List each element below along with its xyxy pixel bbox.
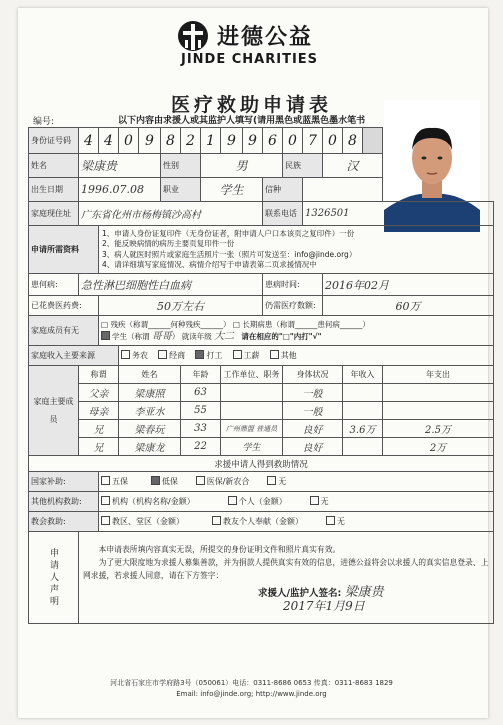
member-health[interactable]: 良好 xyxy=(283,438,343,456)
id-digit[interactable]: 0 xyxy=(119,128,139,154)
family-patients-options xyxy=(99,316,494,346)
illness-value[interactable]: 急性淋巴细胞性白血病 xyxy=(79,274,263,296)
check-hint: 请在相应的"□"内打"√" xyxy=(241,331,322,341)
members-header: 身体状况 xyxy=(283,366,343,384)
member-health[interactable]: 一般 xyxy=(283,402,343,420)
other-aid-checkbox[interactable] xyxy=(101,496,110,505)
member-health[interactable]: 良好 xyxy=(283,420,343,438)
income-option-checkbox[interactable] xyxy=(195,350,204,359)
member-name[interactable]: 梁康龙 xyxy=(119,438,181,456)
student-line: 学生（称谓 哥哥） 就读年级 大二 请在相应的"□"内打"√" xyxy=(101,331,491,343)
name-value[interactable]: 梁康贵 xyxy=(79,154,161,178)
member-income[interactable] xyxy=(343,402,383,420)
application-form xyxy=(28,127,494,624)
income-source-options xyxy=(119,346,494,366)
income-source-label: 家庭收入主要来源 xyxy=(29,346,119,366)
church-aid-checkbox[interactable] xyxy=(212,516,221,525)
table-row xyxy=(29,420,494,438)
student-checkbox[interactable] xyxy=(101,331,110,340)
income-option-label: 经商 xyxy=(169,351,186,360)
state-aid-checkbox[interactable] xyxy=(267,476,276,485)
illness-label: 患何病: xyxy=(29,274,79,296)
member-relation[interactable]: 兄 xyxy=(79,438,119,456)
family-patients-label: 家庭成员有无 xyxy=(29,316,99,346)
footer-contact[interactable]: Email: info@jinde.org; http://www.jinde.org xyxy=(176,690,327,698)
member-relation[interactable]: 母亲 xyxy=(79,402,119,420)
members-header: 姓名 xyxy=(119,366,181,384)
income-option-label: 务农 xyxy=(132,351,148,360)
id-digit[interactable]: 4 xyxy=(79,128,99,154)
member-income[interactable] xyxy=(343,384,383,402)
disability-chronic-line: □ 残疾（称谓______何种残疾______） □ 长期病患（称谓______患何病______） xyxy=(101,319,370,329)
form-title: 医疗救助申请表 xyxy=(170,94,332,116)
signature-label: 求援人/监护人签名: xyxy=(258,587,342,599)
grade-text: 就读年级 xyxy=(181,331,212,341)
id-digit[interactable]: 7 xyxy=(303,128,323,154)
member-name[interactable]: 梁春玩 xyxy=(119,420,181,438)
id-label: 身份证号码 xyxy=(29,128,79,154)
member-expense[interactable]: 2万 xyxy=(383,438,494,456)
state-aid-options xyxy=(99,472,494,492)
spent-value[interactable]: 50万左右 xyxy=(99,296,263,316)
job-value[interactable]: 学生 xyxy=(201,178,263,202)
phone-label: 联系电话 xyxy=(263,202,303,226)
need-value[interactable]: 60万 xyxy=(323,296,494,316)
illness-time-label: 患病时间: xyxy=(263,274,323,296)
id-digit[interactable]: 6 xyxy=(263,128,283,154)
id-digit[interactable]: 4 xyxy=(99,128,119,154)
job-label: 职业 xyxy=(161,178,201,202)
church-aid-option-label: 无 xyxy=(336,517,345,526)
member-expense[interactable]: 2.5万 xyxy=(383,420,494,438)
member-expense[interactable] xyxy=(383,384,494,402)
members-header: 工作单位、职务 xyxy=(221,366,283,384)
income-option-label: 工薪 xyxy=(243,351,260,360)
members-header: 年收入 xyxy=(343,366,383,384)
other-aid-options xyxy=(99,492,494,512)
address-label: 家庭现住址 xyxy=(29,202,79,226)
materials-list xyxy=(99,226,494,274)
other-aid-checkbox[interactable] xyxy=(228,496,237,505)
birth-label: 出生日期 xyxy=(29,178,79,202)
state-aid-checkbox[interactable] xyxy=(101,476,110,485)
id-digit[interactable]: 9 xyxy=(243,128,263,154)
state-aid-checkbox[interactable] xyxy=(196,476,205,485)
table-row xyxy=(29,402,494,420)
members-label: 家庭主要成员 xyxy=(29,366,79,456)
member-work[interactable] xyxy=(221,402,283,420)
aid-section-header: 求援申请人得到救助情况 xyxy=(29,456,494,472)
materials-item: 2、能反映病情的病历主要页复印件一份 xyxy=(102,239,235,248)
declaration-line: 本申请表所填内容真实无误，所提交的身份证明文件和照片真实有效。 xyxy=(98,544,341,554)
table-row xyxy=(29,438,494,456)
ethnic-value[interactable]: 汉 xyxy=(323,154,383,178)
church-aid-options xyxy=(99,512,494,532)
member-work[interactable] xyxy=(221,384,283,402)
state-aid-label: 国家补助: xyxy=(29,472,99,492)
wechat-value[interactable] xyxy=(303,178,383,202)
member-health[interactable]: 一般 xyxy=(283,384,343,402)
state-aid-option-label: 医保/新农合 xyxy=(206,477,250,486)
declaration-line: 为了更大限度地为求援人募集善款，并为捐款人提供真实有效的信息，进德公益将会以求援人的真实信息登录、上网求援，若求援人同意，请在下方签字： xyxy=(83,557,489,580)
footer-address: 河北省石家庄市学府路3号（050061）电话：0311-8686 0653 传真：0311-8683 1829 xyxy=(110,679,393,687)
income-option-checkbox[interactable] xyxy=(233,350,242,359)
declaration-block xyxy=(79,532,494,624)
id-digit[interactable]: 8 xyxy=(161,128,181,154)
other-aid-option-label: 无 xyxy=(320,497,329,506)
student-text: 学生（称谓 xyxy=(112,331,150,341)
state-aid-option-label: 低保 xyxy=(161,477,178,486)
materials-item: 3、病人就医时照片或家庭生活照片一张（照片可发送至：info@jinde.org） xyxy=(102,249,357,259)
grade-value[interactable]: 大二 xyxy=(214,330,235,342)
members-header: 称谓 xyxy=(79,366,119,384)
spent-label: 已花费医药费: xyxy=(29,296,99,316)
declaration-side-label: 申请人声明 xyxy=(29,532,79,624)
other-aid-option-label: 个人（金额） xyxy=(238,497,287,506)
member-relation[interactable]: 兄 xyxy=(79,420,119,438)
member-age[interactable]: 55 xyxy=(181,402,221,420)
other-aid-checkbox[interactable] xyxy=(310,496,319,505)
address-value[interactable]: 广东省化州市杨梅镇沙高村 xyxy=(79,202,263,226)
church-aid-label: 教会救助: xyxy=(29,512,99,532)
student-who[interactable]: 哥哥 xyxy=(151,330,172,342)
gender-value[interactable]: 男 xyxy=(201,154,283,178)
member-age[interactable]: 33 xyxy=(181,420,221,438)
state-aid-option-label: 无 xyxy=(278,477,287,486)
need-label: 仍需医疗数额: xyxy=(263,296,323,316)
phone-value[interactable]: 1326501 xyxy=(303,202,494,226)
logo xyxy=(175,18,335,70)
income-option-checkbox[interactable] xyxy=(270,350,279,359)
church-aid-option-label: 教友个人奉献（金额） xyxy=(222,517,303,526)
member-work[interactable]: 广州鼎盟 普通员 xyxy=(221,420,283,438)
fill-instruction: 以下内容由求援人或其监护人填写(请用黑色或蓝黑色墨水笔书 xyxy=(118,116,366,126)
member-age[interactable]: 63 xyxy=(181,384,221,402)
member-income[interactable] xyxy=(343,438,383,456)
logo-name-en: JINDE CHARITIES xyxy=(181,52,319,67)
id-digit[interactable]: 9 xyxy=(139,128,161,154)
id-digit[interactable]: 9 xyxy=(221,128,243,154)
members-header: 年支出 xyxy=(383,366,494,384)
member-relation[interactable]: 父亲 xyxy=(79,384,119,402)
materials-label: 申请所需资料 xyxy=(29,226,99,274)
illness-time-value[interactable]: 2016年02月 xyxy=(323,274,494,296)
id-digit[interactable]: 2 xyxy=(181,128,201,154)
state-aid-checkbox[interactable] xyxy=(151,476,160,485)
id-digit[interactable]: 1 xyxy=(201,128,221,154)
id-digit-redacted[interactable] xyxy=(363,128,383,154)
member-income[interactable]: 3.6万 xyxy=(343,420,383,438)
other-aid-label: 其他机构救助: xyxy=(29,492,99,512)
signature-date[interactable]: 2017年1月9日 xyxy=(283,598,365,613)
income-option-label: 其他 xyxy=(280,351,297,360)
materials-item: 4、请详细填写家庭情况、病情介绍写于申请表第二页求援情况中 xyxy=(102,260,317,269)
gender-label: 性别 xyxy=(161,154,201,178)
number-label: 编号: xyxy=(33,117,55,127)
income-option-checkbox[interactable] xyxy=(121,350,130,359)
materials-item: 1、申请人身份证复印件（无身份证者，附申请人户口本该页之复印件）一份 xyxy=(102,228,355,238)
member-expense[interactable] xyxy=(383,402,494,420)
photo-slot xyxy=(383,128,494,154)
logo-name-cn: 进德公益 xyxy=(217,25,314,50)
member-age[interactable]: 22 xyxy=(181,438,221,456)
table-row xyxy=(29,384,494,402)
members-header: 年龄 xyxy=(181,366,221,384)
income-option-label: 打工 xyxy=(206,351,223,360)
id-digit[interactable]: 0 xyxy=(323,128,343,154)
birth-value[interactable]: 1996.07.08 xyxy=(79,178,161,202)
church-aid-checkbox[interactable] xyxy=(101,516,110,525)
id-digit[interactable]: 8 xyxy=(343,128,363,154)
id-digit[interactable]: 0 xyxy=(283,128,303,154)
state-aid-option-label: 五保 xyxy=(112,477,128,486)
ethnic-label: 民族 xyxy=(283,154,323,178)
signature-row xyxy=(83,586,489,600)
church-aid-option-label: 教区、堂区（金额） xyxy=(112,517,184,526)
wechat-label: 信种 xyxy=(263,178,303,202)
member-work[interactable]: 学生 xyxy=(221,438,283,456)
income-option-checkbox[interactable] xyxy=(158,350,167,359)
name-label: 姓名 xyxy=(29,154,79,178)
signature-value[interactable]: 梁康贵 xyxy=(344,584,384,600)
member-name[interactable]: 梁康照 xyxy=(119,384,181,402)
member-name[interactable]: 李亚水 xyxy=(119,402,181,420)
other-aid-option-label: 机构（机构名称/金额） xyxy=(112,497,195,506)
church-aid-checkbox[interactable] xyxy=(326,516,335,525)
